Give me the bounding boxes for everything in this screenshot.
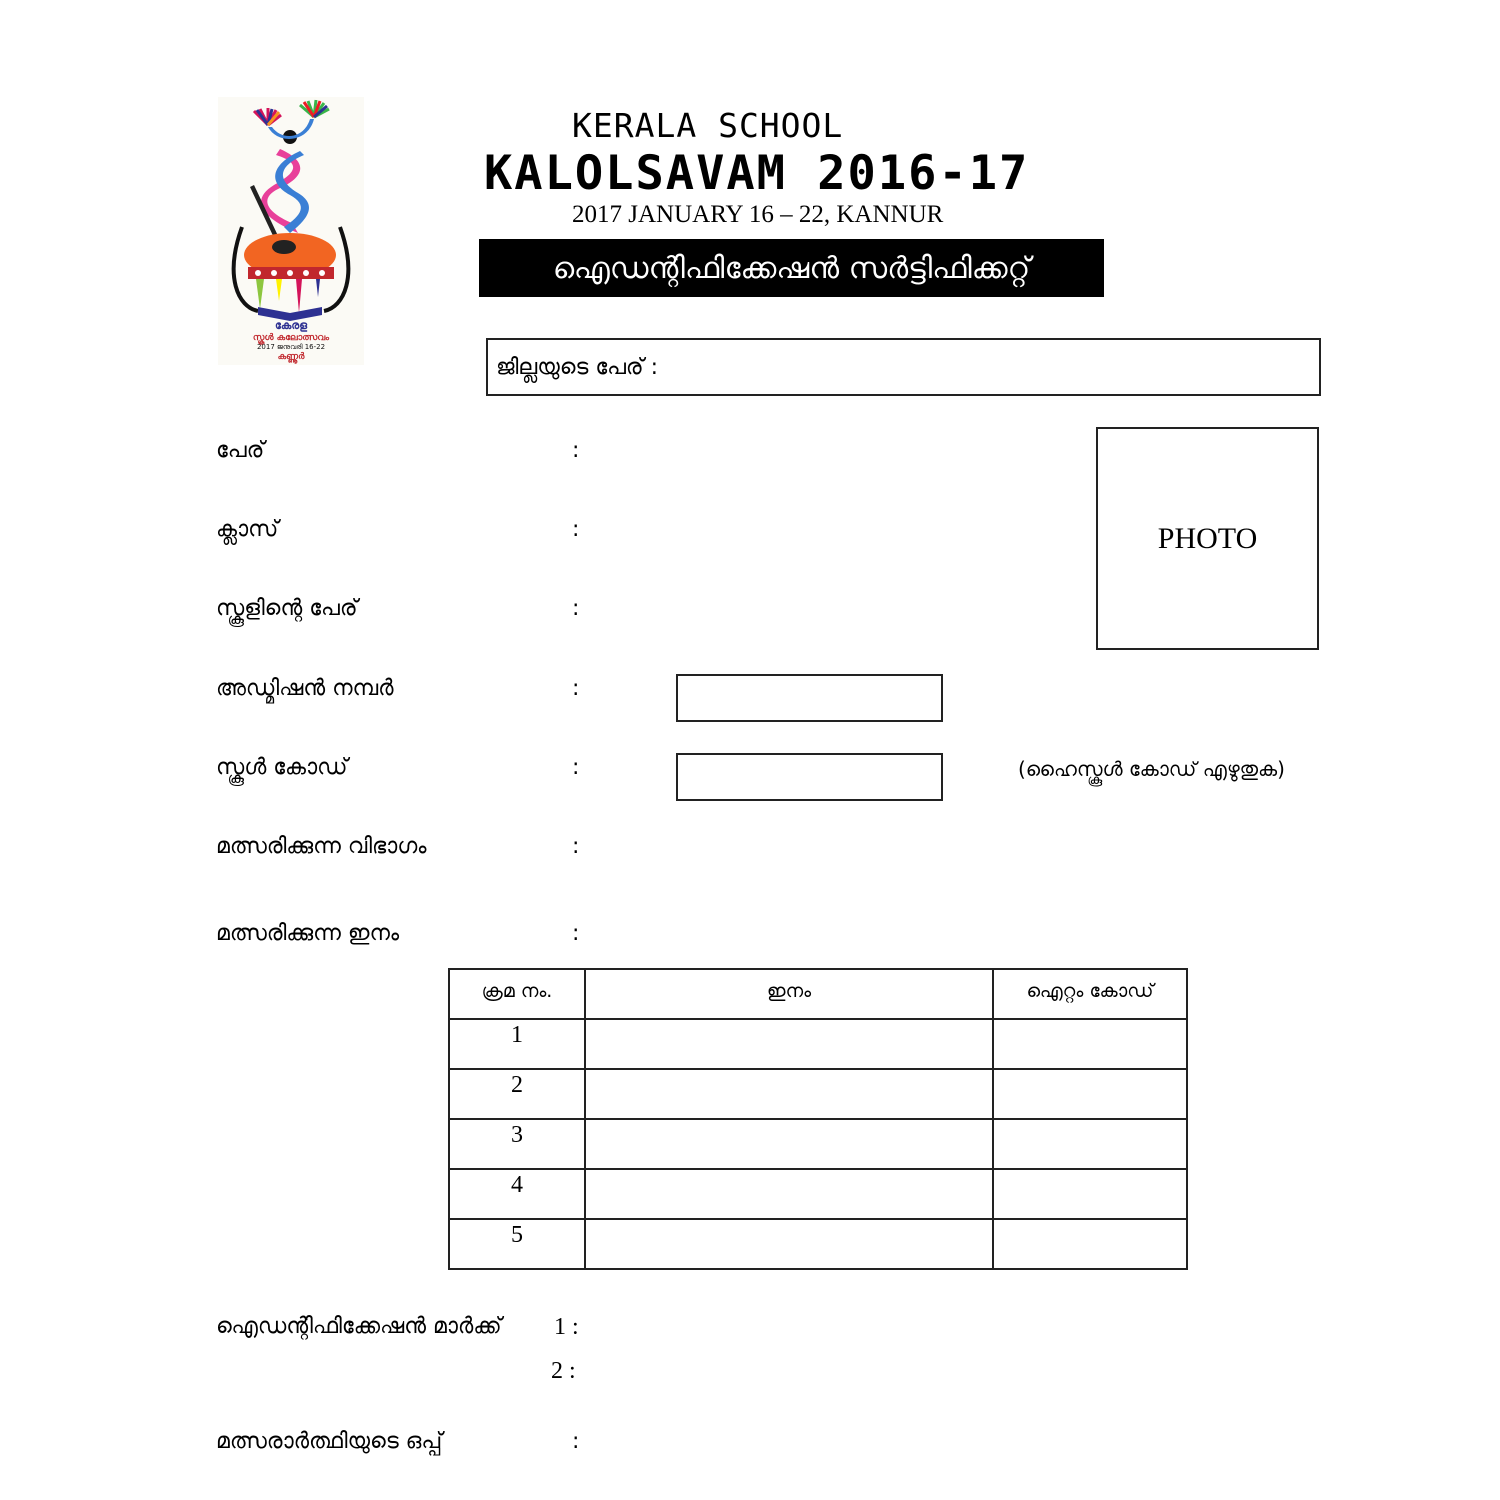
school-code-input[interactable] [676, 753, 943, 801]
serial-cell [449, 1069, 585, 1119]
admission-number-input[interactable] [676, 674, 943, 722]
school-name-colon: : [572, 596, 580, 621]
competing-item-label: മത്സരിക്കുന്ന ഇനം [216, 921, 400, 946]
school-code-label: സ്കൂൾ കോഡ് [216, 755, 348, 780]
item-cell[interactable] [585, 1069, 993, 1119]
certificate-title: ഐഡന്റിഫിക്കേഷൻ സർട്ടിഫിക്കറ്റ് [552, 250, 1031, 286]
admission-number-colon: : [572, 676, 580, 701]
header-serial-no: ക്രമ നം. [449, 969, 585, 1019]
table-row [449, 1069, 1187, 1119]
photo-placeholder [1096, 427, 1319, 650]
svg-text:കേരള: കേരള [274, 319, 308, 332]
kalolsavam-logo [218, 97, 364, 365]
item-code-cell[interactable] [993, 1219, 1187, 1269]
category-colon: : [572, 834, 580, 859]
table-header-row [449, 969, 1187, 1019]
district-name-label: ജില്ലയുടെ പേര് : [496, 354, 659, 380]
svg-text:2017 ജനുവരി 16-22: 2017 ജനുവരി 16-22 [256, 343, 326, 351]
name-label: പേര് [216, 438, 265, 463]
header-item: ഇനം [585, 969, 993, 1019]
certificate-title-banner [479, 239, 1104, 297]
item-cell[interactable] [585, 1019, 993, 1069]
table-row [449, 1019, 1187, 1069]
class-label: ക്ലാസ് [216, 517, 279, 542]
svg-text:കണ്ണൂർ: കണ്ണൂർ [277, 352, 305, 362]
header-item-code: ഐറ്റം കോഡ് [993, 969, 1187, 1019]
item-code-cell[interactable] [993, 1019, 1187, 1069]
school-name-label: സ്കൂളിന്റെ പേര് [216, 596, 358, 621]
item-cell[interactable] [585, 1219, 993, 1269]
serial-cell [449, 1219, 585, 1269]
serial-number: 1 [511, 1022, 523, 1048]
item-cell[interactable] [585, 1169, 993, 1219]
table-row [449, 1119, 1187, 1169]
serial-cell [449, 1019, 585, 1069]
table-row [449, 1169, 1187, 1219]
competing-item-colon: : [572, 921, 580, 946]
item-code-cell[interactable] [993, 1069, 1187, 1119]
identification-mark-2: 2 : [551, 1358, 576, 1384]
school-code-colon: : [572, 755, 580, 780]
serial-number: 4 [511, 1172, 523, 1198]
header-title-line1: KERALA SCHOOL [572, 106, 844, 145]
header-title-line2: KALOLSAVAM 2016-17 [484, 146, 1030, 201]
serial-cell [449, 1119, 585, 1169]
admission-number-label: അഡ്മിഷൻ നമ്പർ [216, 676, 394, 701]
svg-text:സ്കൂൾ കലോത്സവം: സ്കൂൾ കലോത്സവം [252, 333, 330, 343]
item-cell[interactable] [585, 1119, 993, 1169]
photo-label: PHOTO [1157, 521, 1258, 555]
district-name-field[interactable] [486, 338, 1321, 396]
item-code-cell[interactable] [993, 1119, 1187, 1169]
serial-number: 3 [511, 1122, 523, 1148]
category-label: മത്സരിക്കുന്ന വിഭാഗം [216, 834, 427, 859]
identification-mark-label: ഐഡന്റിഫിക്കേഷൻ മാർക്ക് [216, 1314, 502, 1339]
item-code-cell[interactable] [993, 1169, 1187, 1219]
signature-label: മത്സരാർത്ഥിയുടെ ഒപ്പ് [216, 1429, 443, 1454]
school-code-hint: (ഹൈസ്കൂൾ കോഡ് എഴുതുക) [1018, 757, 1285, 781]
festival-emblem-icon [218, 97, 364, 365]
class-colon: : [572, 517, 580, 542]
table-row [449, 1219, 1187, 1269]
serial-number: 2 [511, 1072, 523, 1098]
signature-colon: : [572, 1429, 580, 1454]
serial-cell [449, 1169, 585, 1219]
header-date-venue: 2017 JANUARY 16 – 22, KANNUR [572, 201, 944, 228]
identification-mark-1: 1 : [554, 1314, 579, 1340]
serial-number: 5 [511, 1222, 523, 1248]
items-table [448, 968, 1188, 1270]
name-colon: : [572, 438, 580, 463]
